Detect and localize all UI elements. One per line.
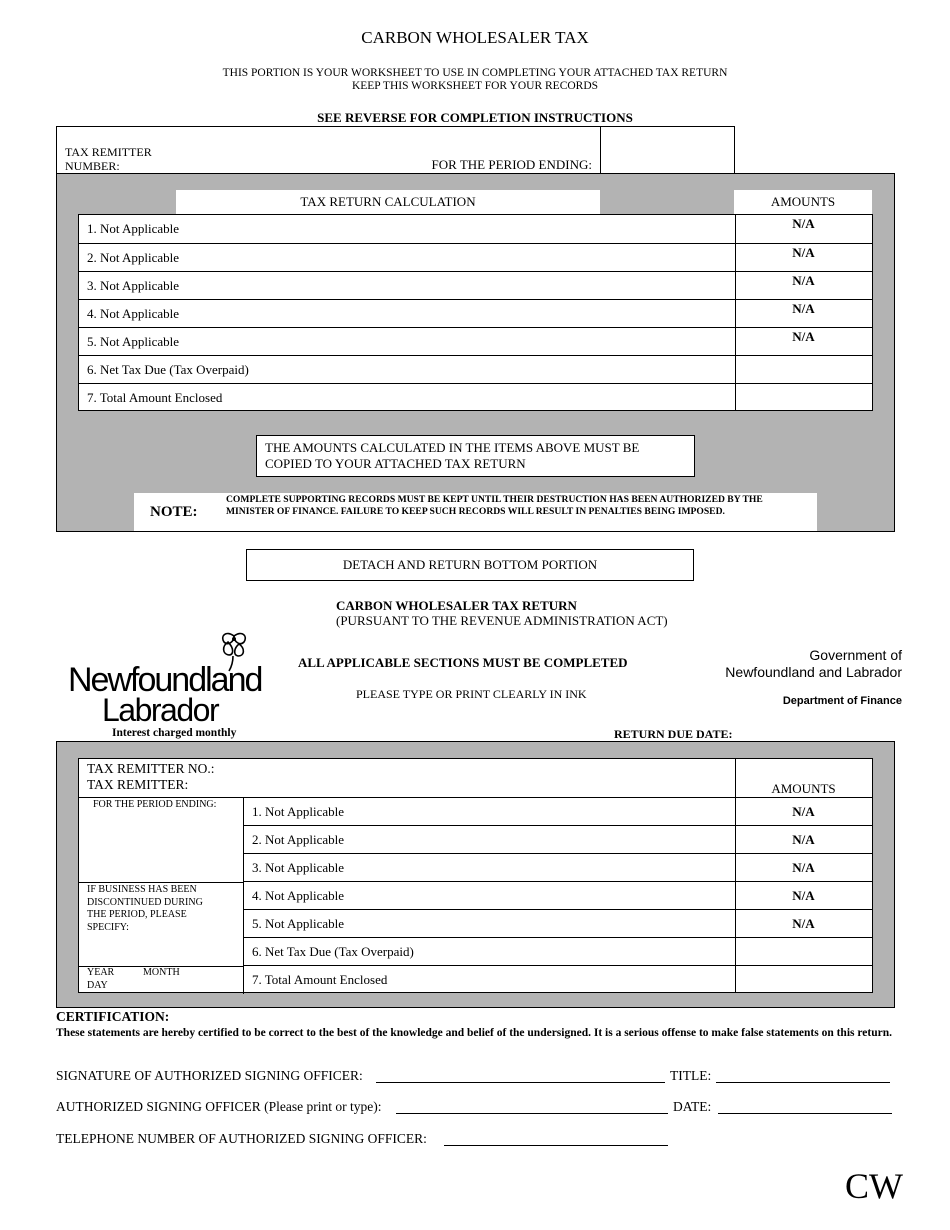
return-line-row (244, 853, 872, 881)
date-field[interactable] (718, 1113, 892, 1114)
year-label: YEAR (87, 967, 115, 978)
return-line-amount[interactable]: N/A (792, 832, 815, 847)
worksheet-line-row (79, 327, 872, 355)
remitter-label-2: NUMBER: (65, 159, 120, 173)
worksheet-line-amount[interactable]: N/A (792, 301, 815, 316)
department-name: Department of Finance (782, 695, 902, 707)
return-line-row (244, 881, 872, 909)
detach-text: DETACH AND RETURN BOTTOM PORTION (342, 557, 598, 572)
return-line-label: 7. Total Amount Enclosed (252, 972, 388, 987)
remitter-label-1: TAX REMITTER (65, 145, 152, 159)
day-label: DAY (87, 980, 108, 991)
newfoundland-labrador-logo (66, 628, 262, 728)
government-line-1: Government of (809, 647, 902, 663)
title-label: TITLE: (670, 1068, 712, 1083)
worksheet-line-label: 3. Not Applicable (87, 278, 180, 293)
period-ending-label: FOR THE PERIOD ENDING: (431, 157, 592, 172)
return-line-row (244, 825, 872, 853)
form-code: CW (845, 1166, 903, 1206)
return-line-row (244, 937, 872, 965)
title-field[interactable] (716, 1082, 890, 1083)
telephone-label: TELEPHONE NUMBER OF AUTHORIZED SIGNING OFFICER: (56, 1131, 427, 1146)
worksheet-line-amount[interactable]: N/A (792, 273, 815, 288)
discontinued-note[interactable] (87, 884, 203, 934)
worksheet-line-row (79, 243, 872, 271)
signature-row (56, 1068, 363, 1084)
worksheet-line-row (79, 383, 872, 411)
worksheet-line-row (79, 299, 872, 327)
return-line-label: 6. Net Tax Due (Tax Overpaid) (252, 944, 414, 959)
worksheet-line-label: 7. Total Amount Enclosed (87, 390, 223, 405)
copy-note-box (256, 435, 695, 477)
government-line-2: Newfoundland and Labrador (725, 664, 902, 680)
note-box (134, 493, 817, 531)
return-title: CARBON WHOLESALER TAX RETURN (336, 598, 577, 613)
date-label: DATE: (673, 1099, 712, 1114)
subtitle-line-2: KEEP THIS WORKSHEET FOR YOUR RECORDS (351, 80, 599, 92)
worksheet-table (78, 214, 873, 411)
discontinued-line-4: SPECIFY: (87, 921, 129, 933)
return-line-row (244, 965, 872, 993)
return-line-row (244, 909, 872, 937)
worksheet-line-row (79, 355, 872, 383)
remitter-info[interactable] (87, 761, 215, 793)
signature-colon: : (359, 1068, 363, 1083)
logo-text-newfoundland: Newfoundland (68, 661, 262, 699)
all-sections-note: ALL APPLICABLE SECTIONS MUST BE COMPLETED (298, 655, 628, 670)
period-column (79, 797, 244, 994)
worksheet-line-label: 2. Not Applicable (87, 250, 180, 265)
return-line-amount[interactable]: N/A (792, 916, 815, 931)
logo-text-labrador: Labrador (102, 692, 219, 728)
return-subtitle: (PURSUANT TO THE REVENUE ADMINISTRATION ACT) (336, 613, 668, 628)
instructions-note: SEE REVERSE FOR COMPLETION INSTRUCTIONS (317, 110, 633, 125)
worksheet-line-amount[interactable]: N/A (792, 245, 815, 260)
section-title-box (176, 190, 600, 214)
remitter-no-label: TAX REMITTER NO.: (87, 761, 215, 776)
worksheet-line-label: 6. Net Tax Due (Tax Overpaid) (87, 362, 249, 377)
period-ending-label-box (299, 126, 601, 174)
return-line-label: 2. Not Applicable (252, 832, 345, 847)
return-line-amount[interactable]: N/A (792, 888, 815, 903)
period-ending-field[interactable] (600, 126, 735, 174)
return-due-date-label: RETURN DUE DATE: (614, 727, 733, 741)
worksheet-line-label: 4. Not Applicable (87, 306, 180, 321)
government-name (725, 647, 902, 681)
section-title: TAX RETURN CALCULATION (300, 194, 476, 209)
print-clearly-note: PLEASE TYPE OR PRINT CLEARLY IN INK (356, 687, 587, 701)
interest-note: Interest charged monthly (112, 727, 237, 739)
copy-note-line-2: COPIED TO YOUR ATTACHED TAX RETURN (265, 456, 526, 471)
month-label: MONTH (143, 967, 180, 978)
remitter-label: TAX REMITTER: (87, 777, 189, 792)
return-table (78, 758, 873, 993)
period-divider (79, 882, 243, 883)
return-line-label: 5. Not Applicable (252, 916, 345, 931)
return-line-label: 4. Not Applicable (252, 888, 345, 903)
return-line-label: 1. Not Applicable (252, 804, 345, 819)
amounts-header: AMOUNTS (770, 194, 836, 209)
telephone-field[interactable] (444, 1145, 668, 1146)
officer-name-field[interactable] (396, 1113, 668, 1114)
officer-name-label: AUTHORIZED SIGNING OFFICER (Please print or type): (56, 1099, 382, 1114)
note-text: COMPLETE SUPPORTING RECORDS MUST BE KEPT UNTIL THEIR DESTRUCTION HAS BEEN AUTHORIZED BY THE MINISTER OF FINANCE. FAILURE TO KEEP SUCH RECORDS WILL RESULT IN PENALTIES BEING IMPOSED. (226, 494, 763, 517)
certification-text: These statements are hereby certified to be correct to the best of the knowledge and belief of the undersigned. It is a serious offense to make false statements on this return. (56, 1027, 892, 1039)
detach-box (246, 549, 694, 581)
certification-title: CERTIFICATION: (56, 1009, 170, 1024)
return-line-label: 3. Not Applicable (252, 860, 345, 875)
return-line-amount[interactable]: N/A (792, 860, 815, 875)
worksheet-line-label: 1. Not Applicable (87, 221, 180, 236)
return-amounts-header: AMOUNTS (771, 781, 836, 796)
note-label: NOTE: (150, 504, 198, 520)
return-line-amount[interactable]: N/A (792, 804, 815, 819)
page-title: CARBON WHOLESALER TAX (361, 28, 589, 47)
worksheet-line-row (79, 271, 872, 299)
copy-note-line-1: THE AMOUNTS CALCULATED IN THE ITEMS ABOVE MUST BE (265, 440, 640, 455)
discontinued-line-1: IF BUSINESS HAS BEEN (87, 884, 197, 895)
signature-field[interactable] (376, 1082, 665, 1083)
worksheet-line-amount[interactable]: N/A (792, 329, 815, 344)
discontinued-line-3: THE PERIOD, PLEASE (87, 909, 187, 920)
tax-remitter-number-field[interactable] (56, 126, 300, 174)
return-period-label: FOR THE PERIOD ENDING: (93, 799, 217, 810)
worksheet-line-label: 5. Not Applicable (87, 334, 180, 349)
worksheet-line-amount[interactable]: N/A (792, 216, 815, 231)
signature-label: SIGNATURE OF AUTHORIZED SIGNING OFFICER (56, 1068, 360, 1083)
amounts-header-box (734, 190, 872, 214)
return-line-row (244, 797, 872, 825)
worksheet-line-row (79, 215, 872, 243)
subtitle-line-1: THIS PORTION IS YOUR WORKSHEET TO USE IN COMPLETING YOUR ATTACHED TAX RETURN (222, 67, 728, 79)
worksheet-subtitle (0, 67, 950, 93)
discontinued-line-2: DISCONTINUED DURING (87, 896, 203, 908)
